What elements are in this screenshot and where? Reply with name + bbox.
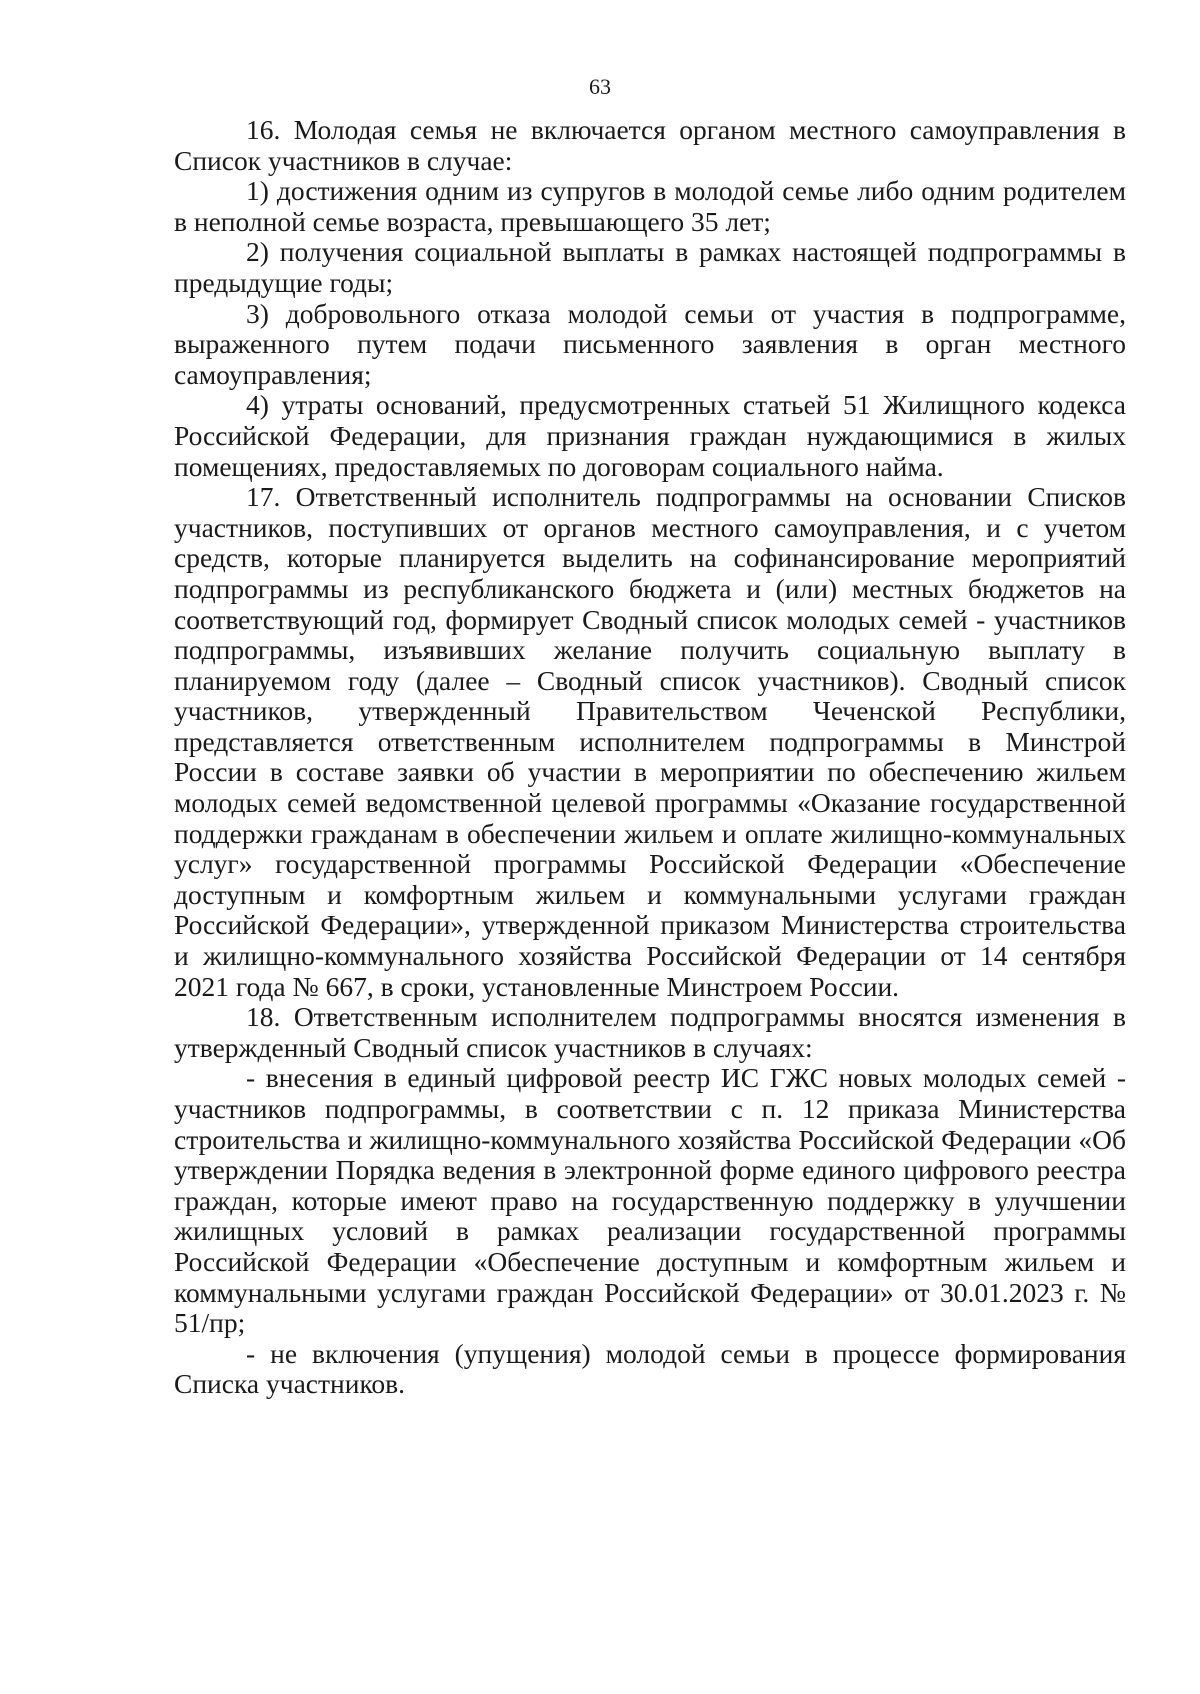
paragraph-18-item-2: - не включения (упущения) молодой семьи в процессе формирования Списка участников.	[174, 1337, 1126, 1400]
paragraph-16: 16. Молодая семья не включается органом местного самоуправления в Список участников в случае:	[174, 114, 1126, 176]
paragraph-16-item-2: 2) получения социальной выплаты в рамках настоящей подпрограммы в предыдущие годы;	[174, 236, 1126, 298]
paragraph-18: 18. Ответственным исполнителем подпрограммы вносятся изменения в утвержденный Сводный список участников в случаях:	[174, 1001, 1126, 1063]
document-body	[174, 115, 1126, 1400]
paragraph-17: 17. Ответственный исполнитель подпрограммы на основании Списков участников, поступивших от органов местного самоуправления, и с учетом средств, которые планируется выделить на софинансирование мероприятий подпрограммы из республиканского бюджета и (или) местных бюджетов на соответствующий год, формирует Сводный список молодых семей - участников подпрограммы, изъявивших желание получить социальную выплату в планируемом году (далее – Сводный список участников). Сводный список участников, утвержденный Правительством Чеченской Республики, представляется ответственным исполнителем подпрограммы в Минстрой России в составе заявки об участии в мероприятии по обеспечению жильем молодых семей ведомственной целевой программы «Оказание государственной поддержки гражданам в обеспечении жильем и оплате жилищно-коммунальных услуг» государственной программы Российской Федерации «Обеспечение доступным и комфортным жильем и коммунальными услугами граждан Российской Федерации», утвержденной приказом Министерства строительства и жилищно-коммунального хозяйства Российской Федерации от 14 сентября 2021 года № 667, в сроки, установленные Минстроем России.	[174, 481, 1126, 1002]
paragraph-16-item-4: 4) утраты оснований, предусмотренных статьей 51 Жилищного кодекса Российской Федерации, для признания граждан нуждающимися в жилых помещениях, предоставляемых по договорам социального найма.	[174, 389, 1126, 482]
page-number: 63	[589, 74, 611, 99]
paragraph-16-item-1: 1) достижения одним из супругов в молодой семье либо одним родителем в неполной семье возраста, превышающего 35 лет;	[174, 175, 1126, 237]
paragraph-18-item-1: - внесения в единый цифровой реестр ИС ГЖС новых молодых семей - участников подпрограммы, в соответствии с п. 12 приказа Министерства строительства и жилищно-коммунального хозяйства Российской Федерации «Об утверждении Порядка ведения в электронной форме единого цифрового реестра граждан, которые имеют право на государственную поддержку в улучшении жилищных условий в рамках реализации государственной программы Российской Федерации «Обеспечение доступным и комфортным жильем и коммунальными услугами граждан Российской Федерации» от 30.01.2023 г. № 51/пр;	[174, 1062, 1126, 1339]
paragraph-16-item-3: 3) добровольного отказа молодой семьи от участия в подпрограмме, выраженного путем подачи письменного заявления в орган местного самоуправления;	[174, 297, 1126, 390]
